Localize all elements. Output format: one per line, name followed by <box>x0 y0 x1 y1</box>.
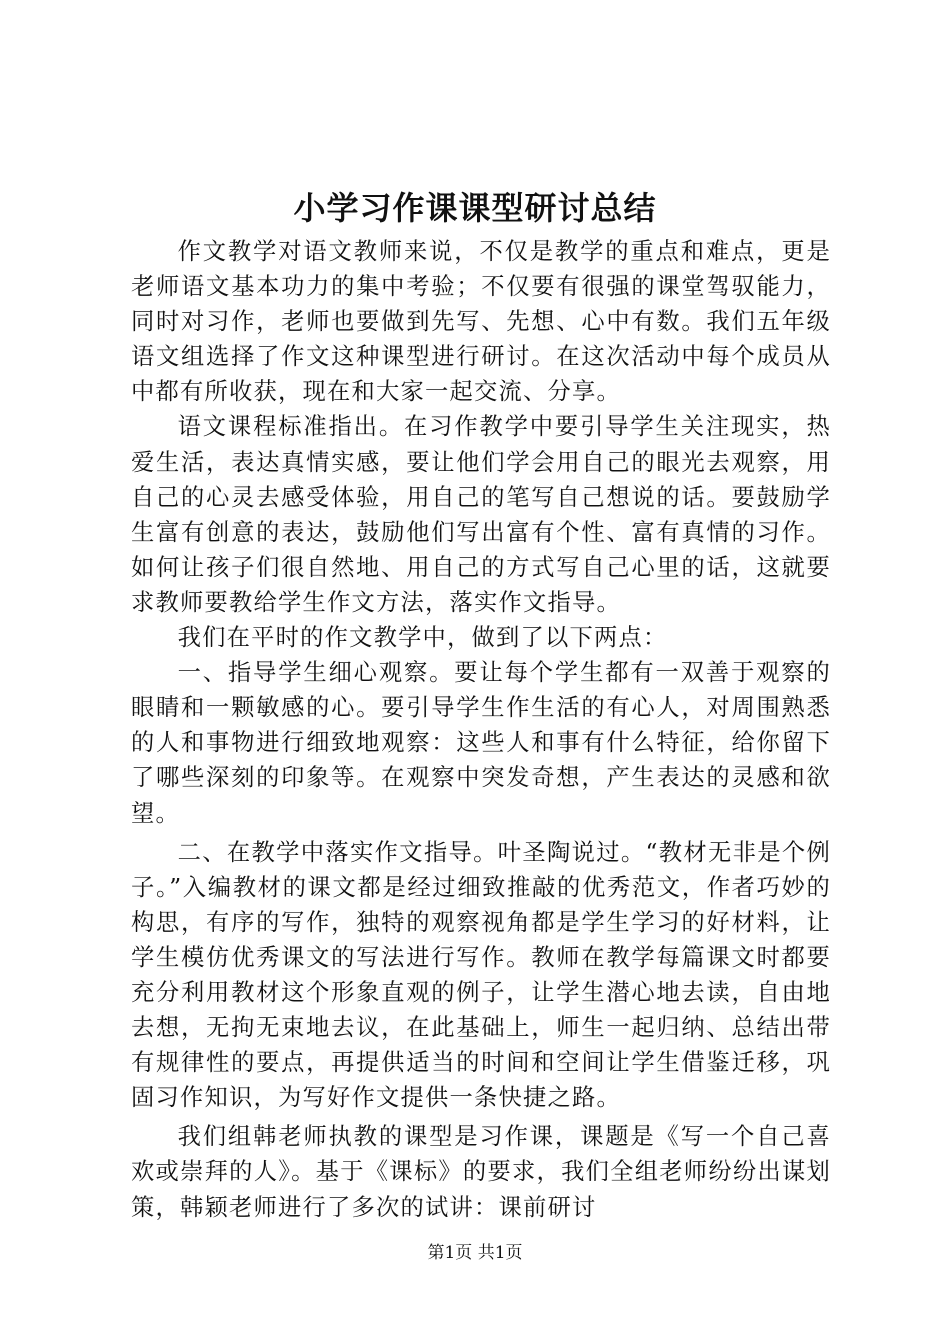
paragraph-curriculum-standard: 语文课程标准指出。在习作教学中要引导学生关注现实，热爱生活，表达真情实感，要让他们学会用自己的眼光去观察，用自己的心灵去感受体验，用自己的笔写自己想说的话。要鼓励学生富有创意的表达，鼓励他们写出富有个性、富有真情的习作。如何让孩子们很自然地、用自己的方式写自己心里的话，这就要求教师要教给学生作文方法，落实作文指导。 <box>131 413 831 616</box>
document-body <box>131 234 831 1225</box>
page-number-footer: 第1页 共1页 <box>427 1243 523 1263</box>
paragraph-point-one: 一、指导学生细心观察。要让每个学生都有一双善于观察的眼睛和一颗敏感的心。要引导学生作生活的有心人，对周围熟悉的人和事物进行细致地观察：这些人和事有什么特征，给你留下了哪些深刻的印象等。在观察中突发奇想，产生表达的灵感和欲望。 <box>131 659 831 827</box>
paragraph-lesson: 我们组韩老师执教的课型是习作课，课题是《写一个自己喜欢或崇拜的人》。基于《课标》的要求，我们全组老师纷纷出谋划策，韩颖老师进行了多次的试讲：课前研讨 <box>131 1123 831 1221</box>
paragraph-two-points: 我们在平时的作文教学中，做到了以下两点： <box>177 624 668 652</box>
paragraph-point-two: 二、在教学中落实作文指导。叶圣陶说过。“教材无非是个例子。”入编教材的课文都是经过细致推敲的优秀范文，作者巧妙的构思，有序的写作，独特的观察视角都是学生学习的好材料，让学生模仿优秀课文的写法进行写作。教师在教学每篇课文时都要充分利用教材这个形象直观的例子，让学生潜心地去读，自由地去想，无拘无束地去议，在此基础上，师生一起归纳、总结出带有规律性的要点，再提供适当的时间和空间让学生借鉴迁移，巩固习作知识，为写好作文提供一条快捷之路。 <box>131 838 831 1112</box>
document-title: 小学习作课课型研讨总结 <box>293 189 657 227</box>
paragraph-intro: 作文教学对语文教师来说，不仅是教学的重点和难点，更是老师语文基本功力的集中考验；不仅要有很强的课堂驾驭能力，同时对习作，老师也要做到先写、先想、心中有数。我们五年级语文组选择了作文这种课型进行研讨。在这次活动中每个成员从中都有所收获，现在和大家一起交流、分享。 <box>131 238 831 406</box>
